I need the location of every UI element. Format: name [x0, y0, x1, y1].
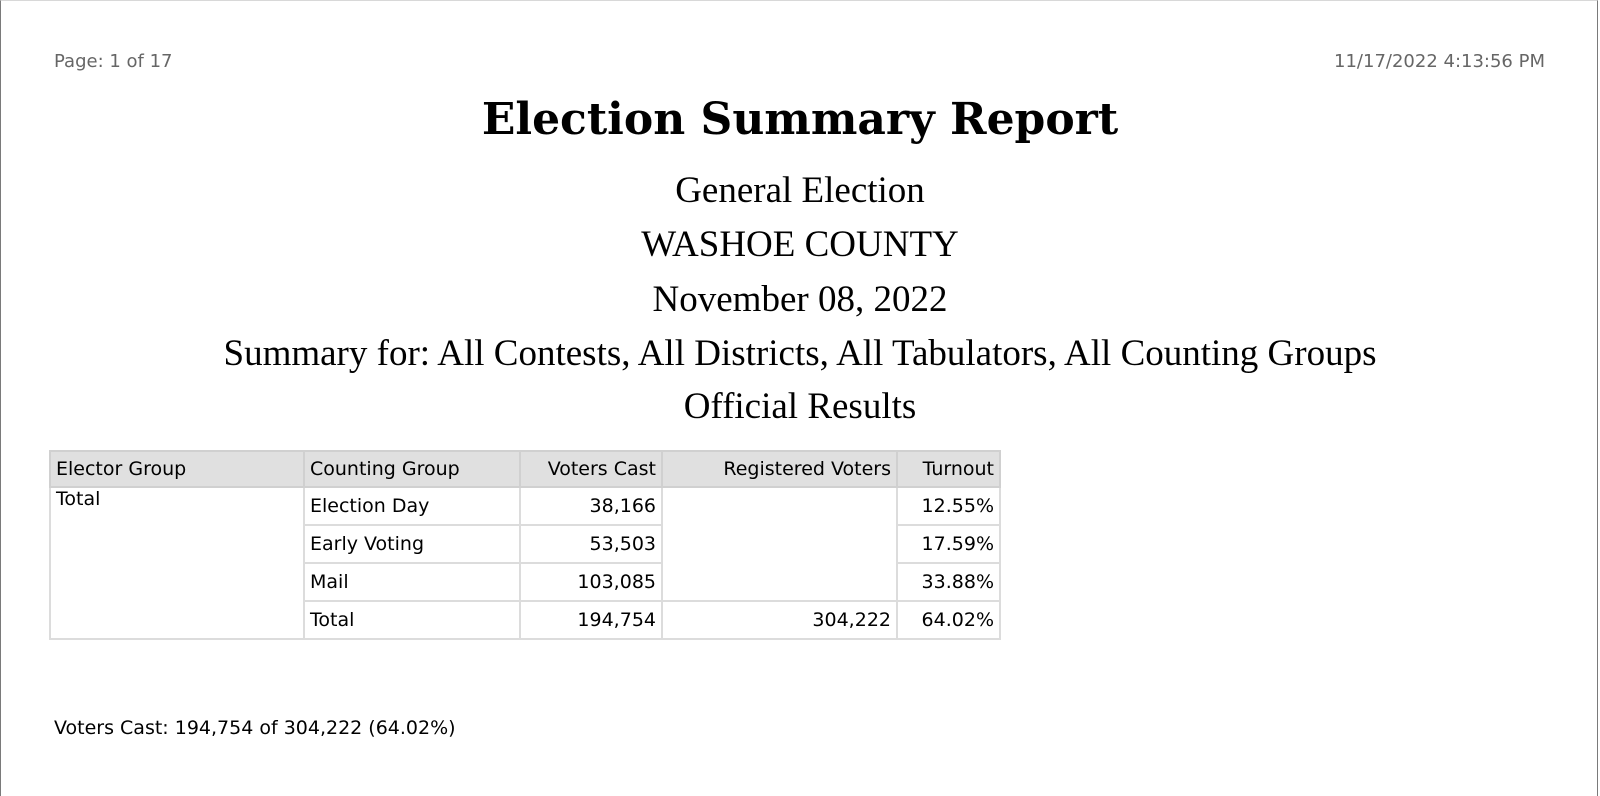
voters-cast-cell: 53,503 [520, 525, 662, 563]
turnout-table [49, 450, 1001, 640]
elector-group-cell: Total [50, 487, 304, 639]
county-name: WASHOE COUNTY [641, 224, 959, 265]
report-title: Election Summary Report [481, 94, 1119, 145]
col-header-counting-group: Counting Group [304, 451, 520, 487]
counting-group-cell: Election Day [304, 487, 520, 525]
registered-voters-cell [662, 487, 897, 601]
page-number: Page: 1 of 17 [54, 51, 173, 72]
col-header-registered-voters: Registered Voters [662, 451, 897, 487]
counting-group-cell: Early Voting [304, 525, 520, 563]
report-timestamp: 11/17/2022 4:13:56 PM [1334, 51, 1545, 72]
voters-cast-cell: 194,754 [520, 601, 662, 639]
turnout-cell: 12.55% [897, 487, 1000, 525]
results-status: Official Results [683, 386, 917, 427]
election-date: November 08, 2022 [652, 279, 948, 320]
turnout-cell: 64.02% [897, 601, 1000, 639]
voters-cast-summary: Voters Cast: 194,754 of 304,222 (64.02%) [54, 717, 456, 739]
voters-cast-cell: 38,166 [520, 487, 662, 525]
table-row [50, 487, 1000, 525]
counting-group-cell: Total [304, 601, 520, 639]
col-header-turnout: Turnout [897, 451, 1000, 487]
counting-group-cell: Mail [304, 563, 520, 601]
summary-scope: Summary for: All Contests, All Districts, All Tabulators, All Counting Groups [223, 333, 1377, 374]
election-name: General Election [675, 170, 925, 211]
turnout-cell: 17.59% [897, 525, 1000, 563]
registered-voters-cell: 304,222 [662, 601, 897, 639]
turnout-cell: 33.88% [897, 563, 1000, 601]
col-header-voters-cast: Voters Cast [520, 451, 662, 487]
col-header-elector-group: Elector Group [50, 451, 304, 487]
voters-cast-cell: 103,085 [520, 563, 662, 601]
table-header-row [50, 451, 1000, 487]
